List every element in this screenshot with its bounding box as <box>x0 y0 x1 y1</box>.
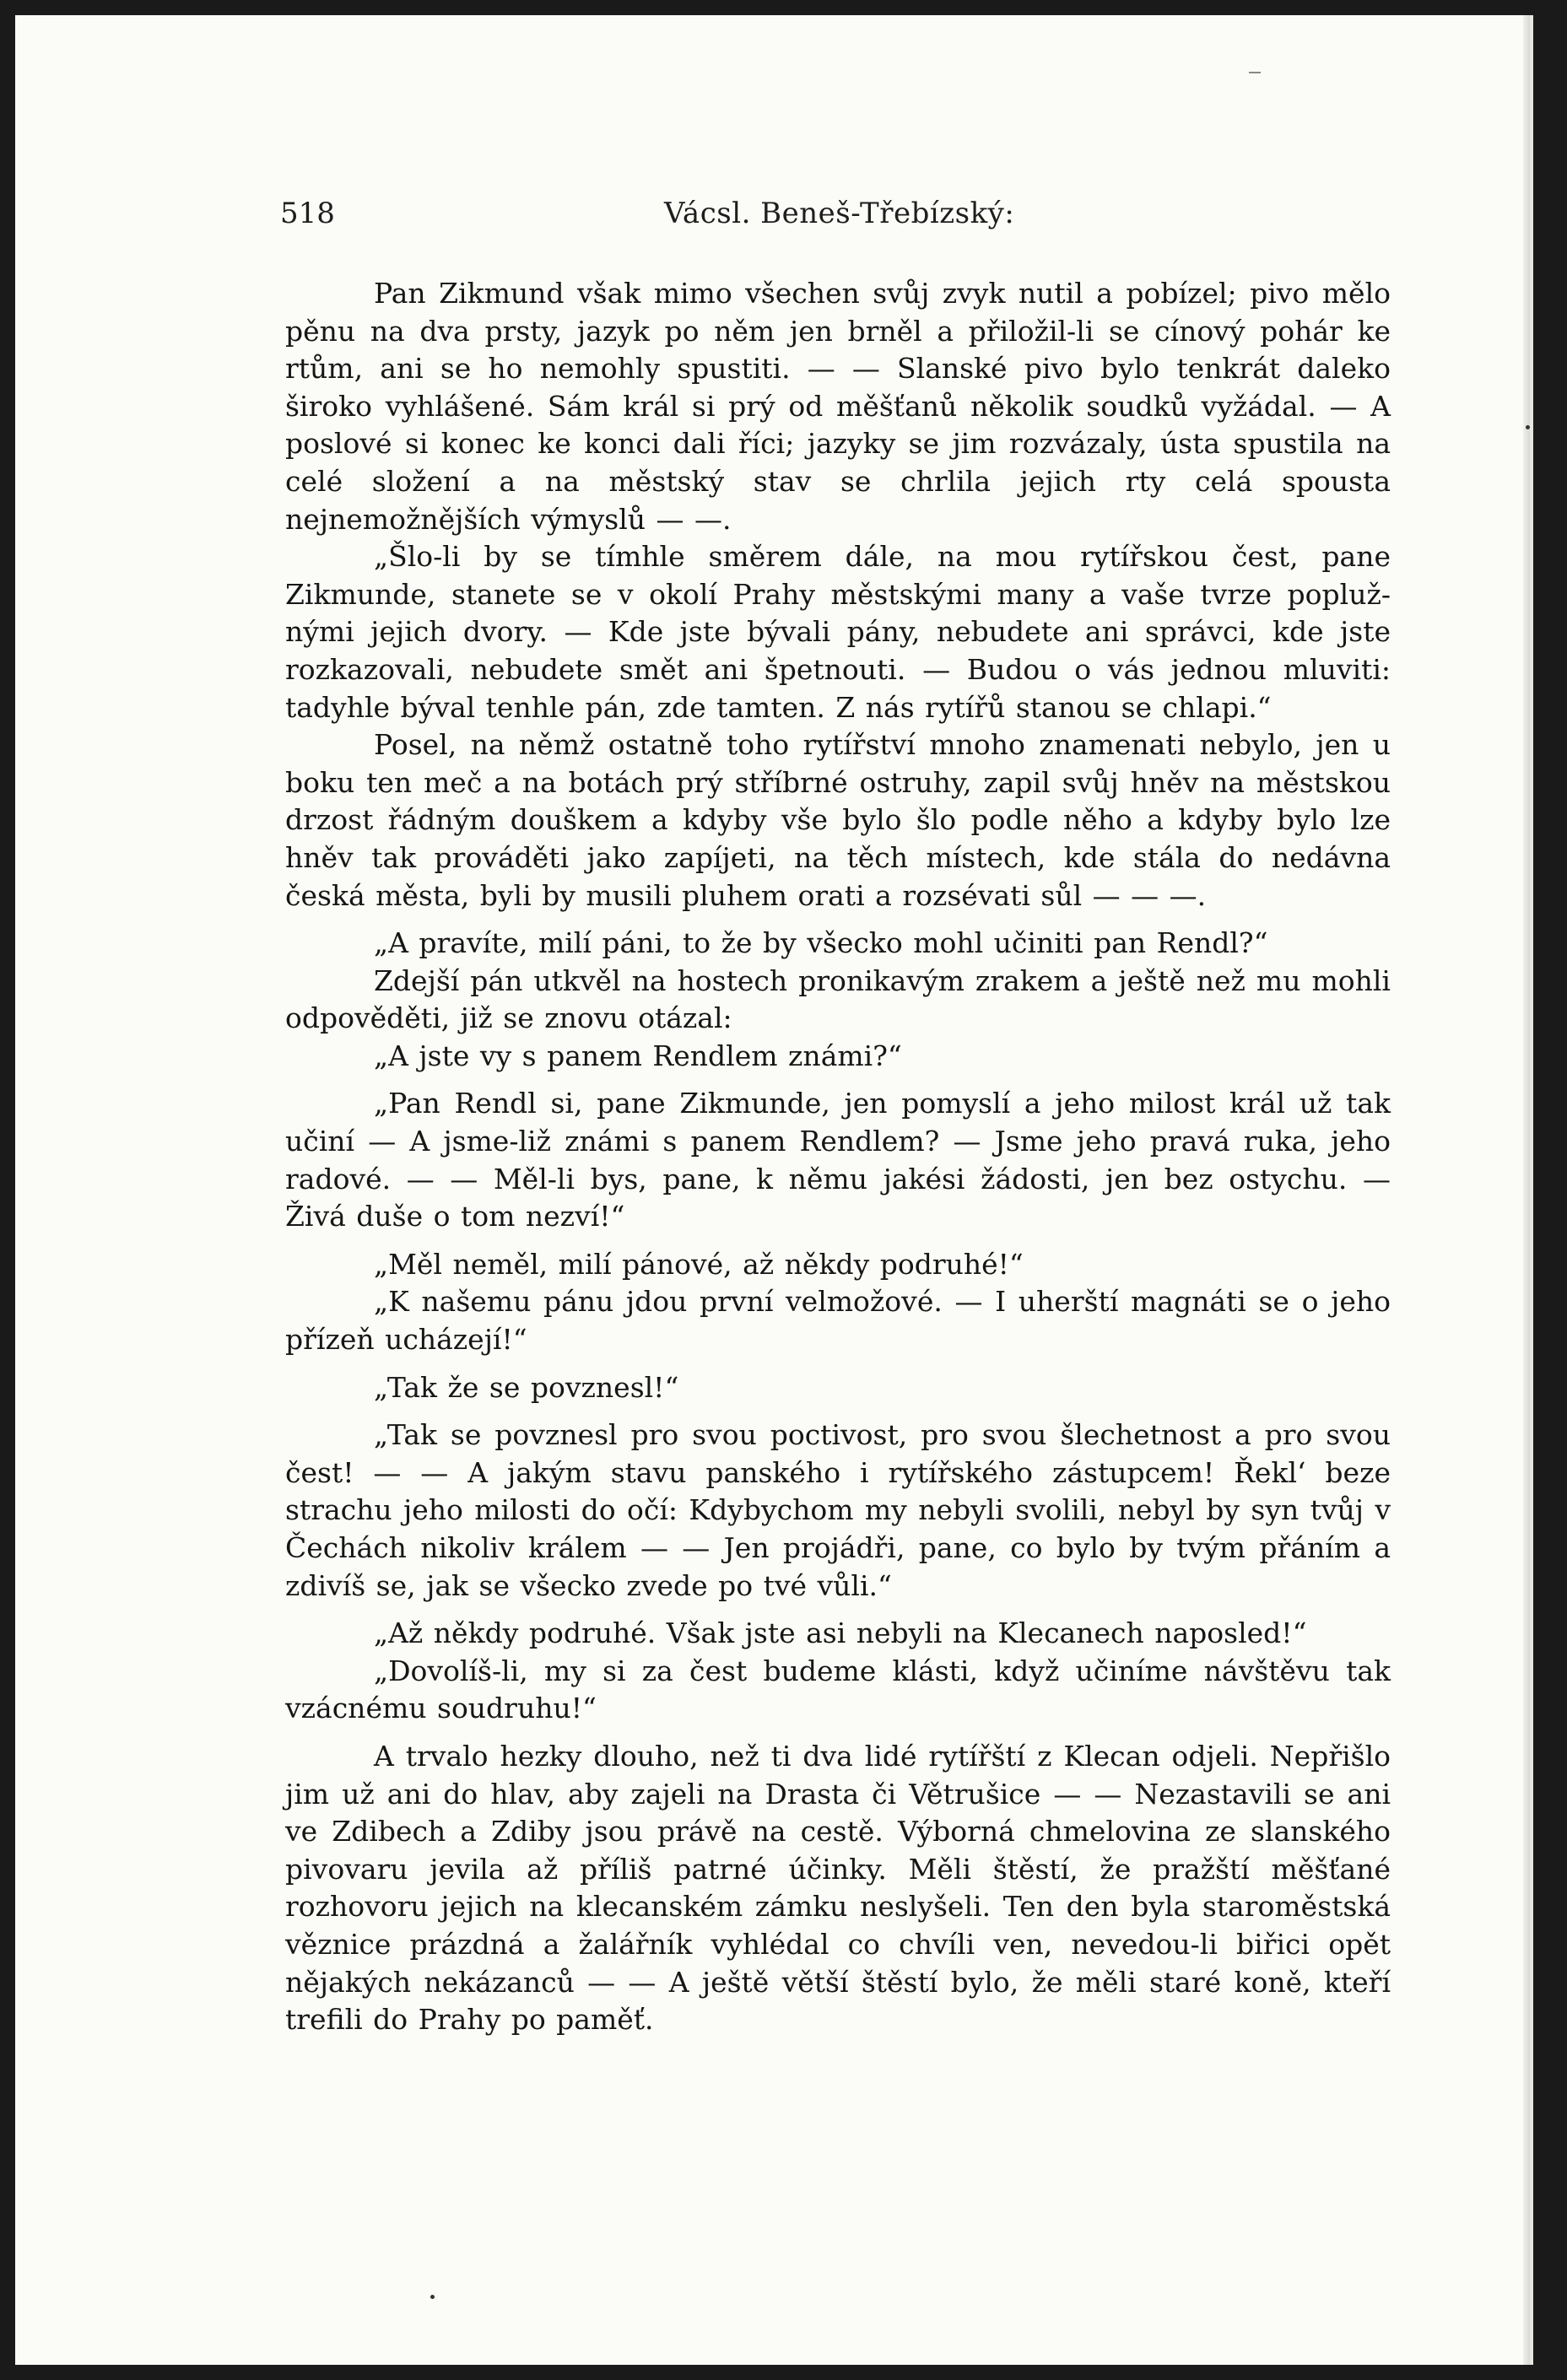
paragraph: Zdejší pán utkvěl na hostech pronikavým zrakem a ještě než mu mohli odpověděti, již se znovu otázal: <box>285 963 1391 1035</box>
paragraph: „K našemu pánu jdou první velmožové. — I uherští magnáti se o jeho přízeň ucházejí!“ <box>285 1285 1391 1357</box>
speck <box>430 2295 435 2299</box>
page-number: 518 <box>280 197 335 230</box>
paragraph: „Měl neměl, milí pánové, až někdy podruhé!“ <box>374 1247 1024 1281</box>
book-page <box>15 15 1530 2365</box>
margin-mark <box>1249 72 1261 73</box>
paragraph: „Pan Rendl si, pane Zikmunde, jen pomyslí a jeho milost král už tak učiní — A jsme-liž známi s panem Rendlem? — Jsme jeho pravá ruka, jeho radové. — — Měl-li bys, pane, k němu jakési žádosti, jen bez ostychu. — Živá duše o tom nezví!“ <box>285 1087 1391 1233</box>
speck <box>1526 425 1530 429</box>
page-header <box>280 197 1394 239</box>
running-head: Vácsl. Beneš-Třebízský: <box>664 197 1015 230</box>
paragraph: „Dovolíš-li, my si za čest budeme klásti, když učiníme návštěvu tak vzácnému soudruhu!“ <box>285 1654 1391 1725</box>
paragraph: „Až někdy podruhé. Však jste asi nebyli na Klecanech naposled!“ <box>374 1616 1307 1650</box>
page-edge <box>1523 15 1530 2365</box>
paragraph: „Tak že se povznesl!“ <box>374 1370 679 1404</box>
paragraph: A trvalo hezky dlouho, než ti dva lidé rytířští z Klecan odjeli. Nepřišlo jim už ani do hlav, aby zajeli na Drasta či Větrušice — — Nezastavili se ani ve Zdibech a Zdiby jsou právě na cestě. Výborná chmelovina ze slanského pivovaru jevila až příliš patrné účinky. Měli štěstí, že pražští měšťané rozhovoru jejich na klecanském zámku neslyšeli. Ten den byla staroměstská věznice prázdná a žalářník vyhlédal co chvíli ven, nevedou-li biřici opět nějakých nekázanců — — A ještě větší štěstí bylo, že měli staré koně, kteří trefili do Prahy po paměť. <box>285 1739 1391 2037</box>
paragraph: „A pravíte, milí páni, to že by všecko mohl učiniti pan Rendl?“ <box>374 926 1268 960</box>
paragraph: „Tak se povznesl pro svou poctivost, pro svou šlechetnost a pro svou čest! — — A jakým stavu panského i rytířského zástupcem! Řekl‘ beze strachu jeho milosti do očí: Kdybychom my nebyli svolili, nebyl by syn tvůj v Čechách nikoliv králem — — Jen projádři, pane, co bylo by tvým přáním a zdivíš se, jak se všecko zvede po tvé vůli.“ <box>285 1418 1391 1602</box>
paragraph: „Šlo-li by se tímhle směrem dále, na mou rytířskou čest, pane Zikmunde, stanete se v okolí Prahy městskými many a vaše tvrze poplužnými jejich dvory. — Kde jste bývali pány, nebudete ani správci, kde jste rozkazovali, nebudete smět ani špetnouti. — Budou o vás jednou mluviti: tadyhle býval tenhle pán, zde tamten. Z nás rytířů stanou se chlapi.“ <box>285 540 1391 724</box>
paragraph: „A jste vy s panem Rendlem známi?“ <box>374 1039 902 1072</box>
body-text <box>285 275 1391 2039</box>
paragraph: Pan Zikmund však mimo všechen svůj zvyk nutil a pobízel; pivo mělo pěnu na dva prsty, jazyk po něm jen brněl a přiložil-li se cínový pohár ke rtům, ani se ho nemohly spustiti. — — Slanské pivo bylo tenkrát daleko široko vyhlášené. Sám král si prý od měšťanů několik soudků vyžádal. — A poslové si konec ke konci dali říci; jazyky se jim rozvázaly, ústa spustila na celé složení a na městský stav se chrlila jejich rty celá spousta nejnemožnějších výmyslů — —. <box>285 277 1391 536</box>
paragraph: Posel, na němž ostatně toho rytířství mnoho znamenati nebylo, jen u boku ten meč a na botách prý stříbrné ostruhy, zapil svůj hněv na městskou drzost řádným douškem a kdyby vše bylo šlo podle něho a kdyby bylo lze hněv tak prováděti jako zapíjeti, na těch místech, kde stála do nedávna česká města, byli by musili pluhem orati a rozsévati sůl — — —. <box>285 728 1391 912</box>
